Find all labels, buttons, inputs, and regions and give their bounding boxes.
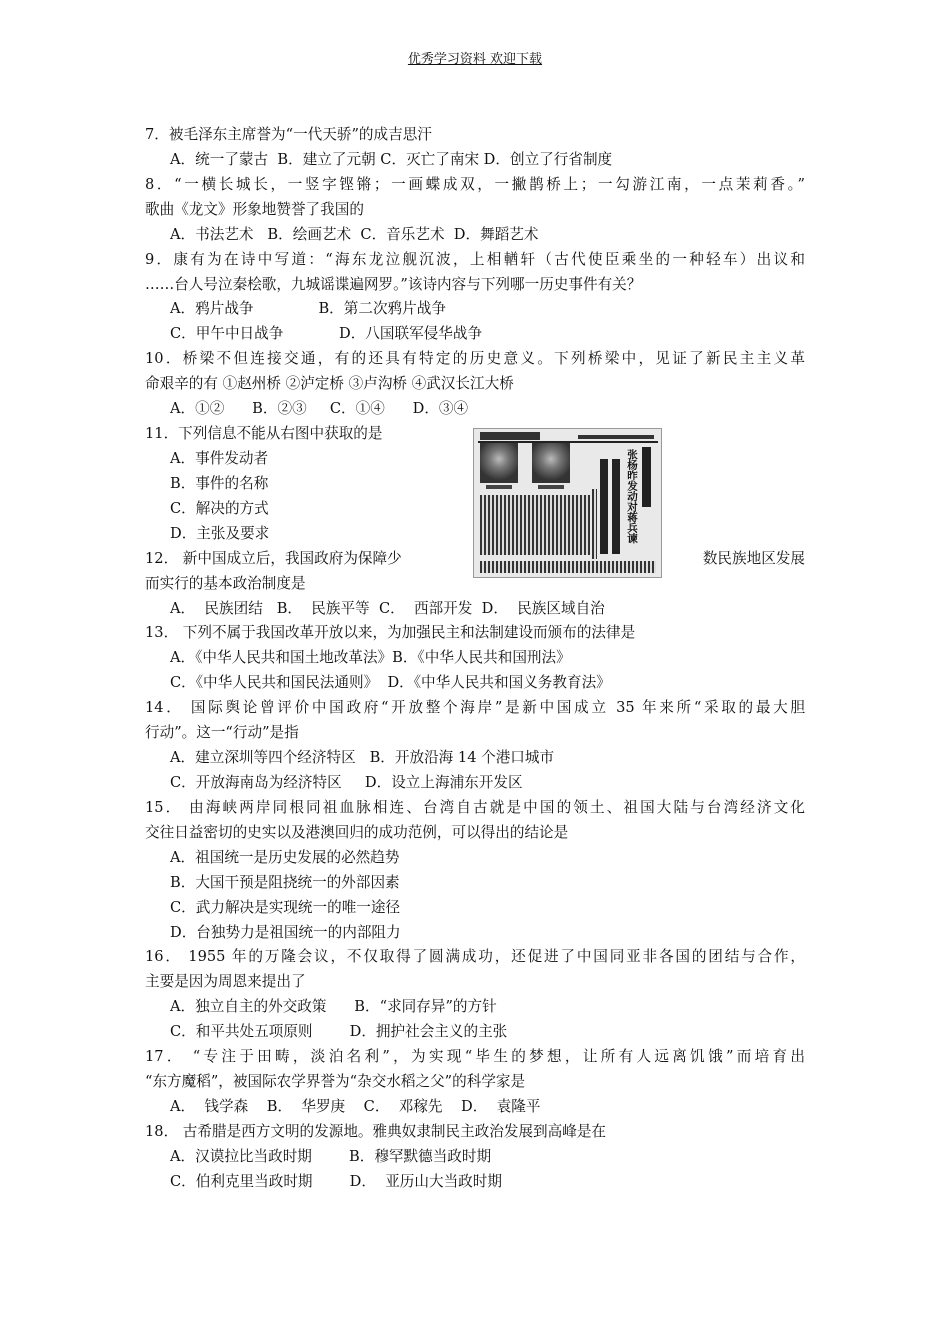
question-item (145, 347, 805, 422)
question-stem-line: 8．“一横长城长，一竖字铿锵；一画蝶成双，一撇鹊桥上；一勾游江南，一点茉莉香。” (145, 175, 805, 193)
answer-options-line: C．甲午中日战争 D．八国联军侵华战争 (170, 325, 483, 343)
answer-options-line: C．伯利克里当政时期 D． 亚历山大当政时期 (170, 1172, 502, 1190)
answer-options-line: A． 钱学森 B． 华罗庚 C． 邓稼先 D． 袁隆平 (170, 1097, 541, 1115)
subheadline-column (612, 459, 620, 554)
portrait-photo (480, 443, 518, 483)
question-stem-line: 9．康有为在诗中写道：“海东龙泣舰沉波，上相輶轩（古代使臣乘坐的一种轻车）出议和 (145, 250, 805, 268)
answer-options-line: A．①② B．②③ C．①④ D．③④ (170, 400, 469, 418)
question-item (145, 796, 805, 946)
newspaper-headline: 张杨昨发动对蒋兵谏 (626, 449, 638, 544)
subheadline-column (600, 459, 608, 554)
article-text-block (480, 561, 656, 573)
answer-options-line: A．祖国统一是历史发展的必然趋势 (170, 848, 400, 866)
photo-caption (538, 485, 564, 489)
question-stem-line: 10．桥梁不但连接交通，有的还具有特定的历史意义。下列桥梁中，见证了新民主主义革 (145, 350, 805, 368)
stem-text-tail: 数民族地区发展 (702, 549, 805, 567)
question-stem-line: 歌曲《龙文》形象地赞誉了我国的 (145, 200, 364, 218)
question-stem-line: 交往日益密切的史实以及港澳回归的成功范例，可以得出的结论是 (145, 823, 569, 841)
question-stem-line: 17． “专注于田畴，淡泊名利”，为实现“毕生的梦想，让所有人远离饥饿”而培育出 (145, 1048, 805, 1066)
stem-text: 12． 新中国成立后，我国政府为保障少 (145, 549, 402, 567)
question-item (145, 173, 805, 248)
answer-options-line: A．独立自主的外交政策 B．“求同存异”的方针 (170, 998, 497, 1016)
question-item (145, 621, 805, 696)
newspaper-masthead (478, 432, 658, 443)
answer-options-line: A．建立深圳等四个经济特区 B．开放沿海 14 个港口城市 (170, 749, 555, 767)
question-item (145, 1120, 805, 1195)
question-stem-line: 18． 古希腊是西方文明的发源地。雅典奴隶制民主政治发展到高峰是在 (145, 1122, 607, 1140)
answer-options-line: B．事件的名称 (170, 474, 269, 492)
question-list (145, 123, 805, 1195)
answer-options-line: B．大国干预是阻挠统一的外部因素 (170, 873, 400, 891)
newspaper-image (473, 428, 662, 578)
answer-options-line: D．台独势力是祖国统一的内部阻力 (170, 923, 401, 941)
question-stem-line: 16． 1955 年的万隆会议，不仅取得了圆满成功，还促进了中国同亚非各国的团结与合作， (145, 948, 805, 966)
question-stem-line: 行动”。这一“行动”是指 (145, 724, 299, 742)
article-text-block (480, 495, 590, 555)
answer-options-line: C．《中华人民共和国民法通则》 D．《中华人民共和国义务教育法》 (170, 674, 611, 692)
question-item (145, 1045, 805, 1120)
article-text-block (592, 489, 597, 559)
answer-options-line: C．开放海南岛为经济特区 D．设立上海浦东开发区 (170, 773, 523, 791)
question-stem-line: 13． 下列不属于我国改革开放以来，为加强民主和法制建设而颁布的法律是 (145, 624, 636, 642)
question-stem-line: 7．被毛泽东主席誉为“一代天骄”的成吉思汗 (145, 126, 432, 143)
question-stem-line: 而实行的基本政治制度是 (145, 574, 306, 592)
answer-options-line: A．统一了蒙古 B．建立了元朝 C．灭亡了南宋 D．创立了行省制度 (170, 150, 613, 168)
question-item (145, 945, 805, 1045)
question-stem-line: 主要是因为周恩来提出了 (145, 973, 306, 991)
photo-caption (486, 485, 512, 489)
question-stem-line: ……台人号泣秦桧歌，九城谣谍遍网罗。”该诗内容与下列哪一历史事件有关？ (145, 275, 642, 293)
answer-options-line: A．汉谟拉比当政时期 B．穆罕默德当政时期 (170, 1147, 492, 1165)
question-item (145, 696, 805, 796)
question-stem-line: “东方魔稻”，被国际农学界誉为“杂交水稻之父”的科学家是 (145, 1073, 526, 1091)
answer-options-line: A．事件发动者 (170, 449, 269, 467)
question-item (145, 248, 805, 348)
answer-options-line: A．鸦片战争 B．第二次鸦片战争 (170, 300, 446, 318)
question-item (145, 123, 805, 173)
answer-options-line: A．《中华人民共和国土地改革法》B．《中华人民共和国刑法》 (170, 649, 571, 667)
question-stem-line: 命艰辛的有 ①赵州桥 ②泸定桥 ③卢沟桥 ④武汉长江大桥 (145, 375, 514, 393)
answer-options-line: C．解决的方式 (170, 499, 269, 517)
portrait-photo (532, 443, 570, 483)
answer-options-line: D．主张及要求 (170, 524, 270, 542)
answer-options-line: C．和平共处五项原则 D．拥护社会主义的主张 (170, 1023, 508, 1041)
answer-options-line: A．书法艺术 B．绘画艺术 C．音乐艺术 D．舞蹈艺术 (170, 225, 539, 243)
question-stem-line: 11．下列信息不能从右图中获取的是 (145, 425, 383, 443)
subheadline-column (642, 447, 651, 507)
question-stem-line: 14． 国际舆论曾评价中国政府“开放整个海岸”是新中国成立 35 年来所“采取的最大胆 (145, 699, 805, 717)
answer-options-line: A． 民族团结 B． 民族平等 C． 西部开发 D． 民族区域自治 (170, 599, 605, 617)
page-header (0, 48, 950, 67)
answer-options-line: C．武力解决是实现统一的唯一途径 (170, 898, 401, 916)
header-text: 优秀学习资料 欢迎下载 (407, 52, 543, 67)
question-stem-line: 15． 由海峡两岸同根同祖血脉相连、台湾自古就是中国的领土、祖国大陆与台湾经济文化 (145, 798, 805, 816)
